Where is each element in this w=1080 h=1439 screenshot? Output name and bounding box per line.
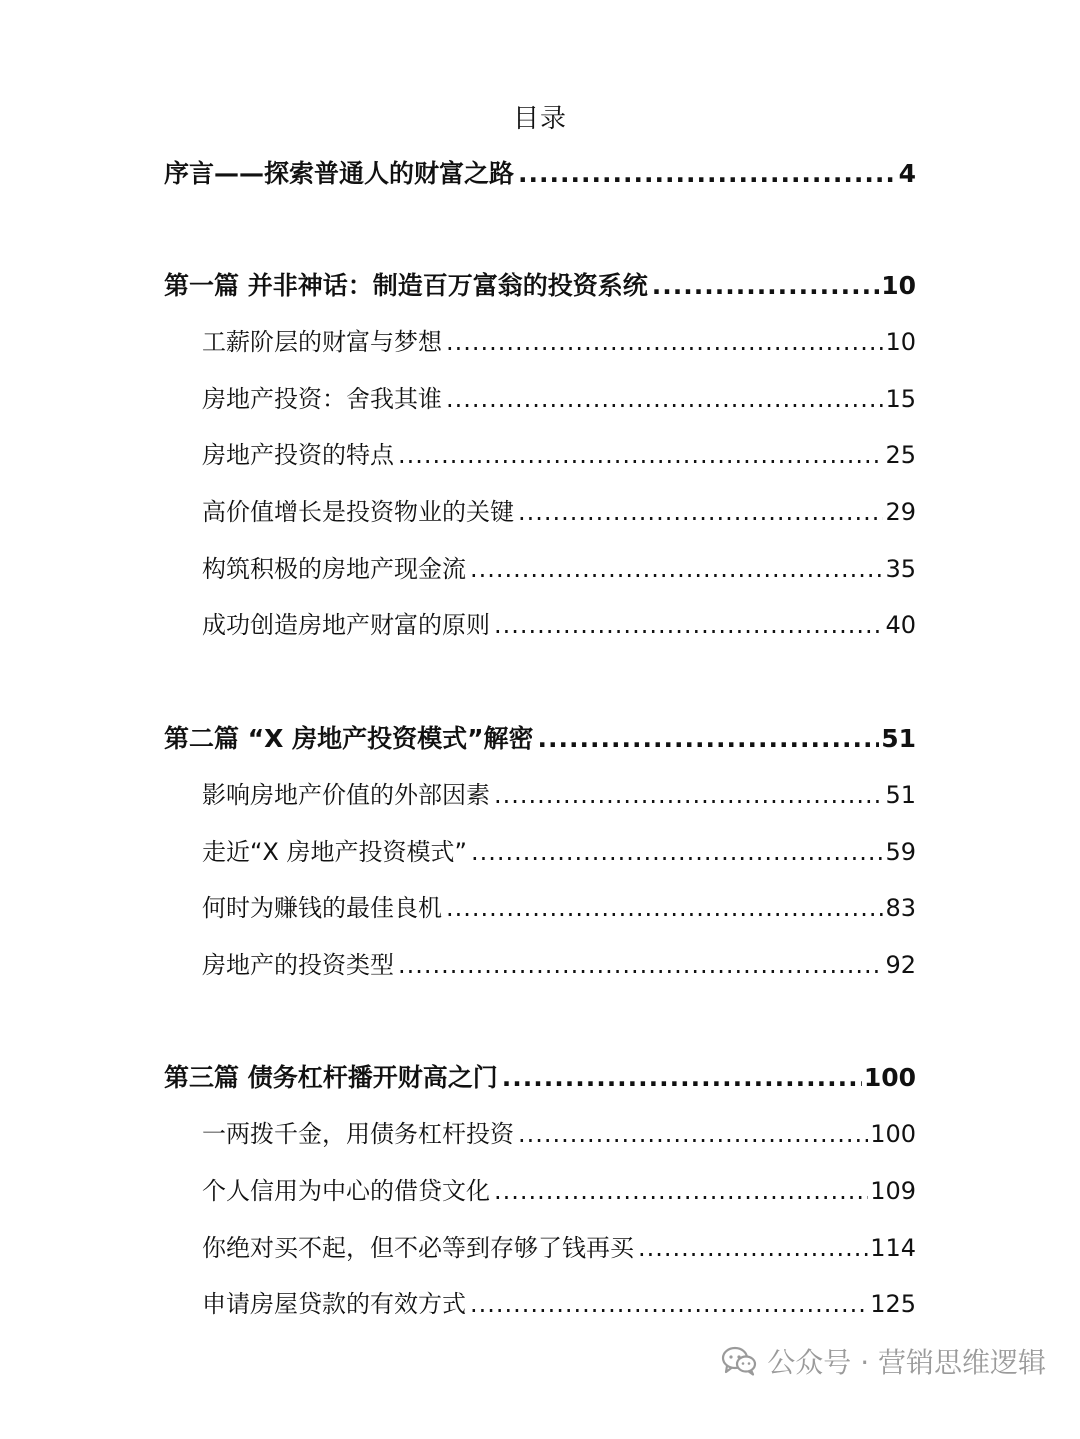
- toc-part-3[interactable]: [164, 1058, 916, 1098]
- toc-part-label: 第三篇 债务杠杆播开财高之门: [164, 1063, 498, 1092]
- toc-chapter-label: 你绝对买不起，但不必等到存够了钱再买: [202, 1234, 634, 1262]
- dot-leader: [471, 832, 884, 872]
- toc-chapter[interactable]: [202, 379, 916, 419]
- dot-leader: [470, 549, 883, 589]
- page-title: 目录: [512, 104, 567, 134]
- toc-page-number: 83: [885, 894, 916, 922]
- toc-page-number: 10: [885, 328, 916, 356]
- toc-chapter-label: 申请房屋贷款的有效方式: [202, 1290, 466, 1318]
- dot-leader: [398, 435, 883, 475]
- toc-page-number: 10: [881, 271, 916, 300]
- toc-chapter-label: 房地产投资的特点: [202, 441, 394, 469]
- toc-chapter-label: 一两拨千金，用债务杠杆投资: [202, 1120, 514, 1148]
- dot-leader: [502, 1058, 862, 1098]
- toc-part-label: 第二篇 “X 房地产投资模式”解密: [164, 724, 534, 753]
- toc-chapter-label: 走近“X 房地产投资模式”: [202, 838, 467, 866]
- toc-chapter[interactable]: [202, 832, 916, 872]
- toc-chapter-label: 何时为赚钱的最佳良机: [202, 894, 442, 922]
- toc-page-number: 40: [885, 611, 916, 639]
- toc-page-number: 92: [885, 951, 916, 979]
- dot-leader: [518, 154, 897, 194]
- dot-leader: [446, 888, 883, 928]
- dot-leader: [494, 1171, 868, 1211]
- toc-page-number: 109: [870, 1177, 916, 1205]
- dot-leader: [652, 266, 879, 306]
- dot-leader: [518, 1114, 868, 1154]
- toc-chapter[interactable]: [202, 945, 916, 985]
- toc-page-number: 59: [885, 838, 916, 866]
- toc-page-number: 4: [898, 159, 916, 188]
- toc-chapter[interactable]: [202, 1114, 916, 1154]
- toc-chapter-label: 房地产投资：舍我其谁: [202, 385, 442, 413]
- toc-part-1[interactable]: [164, 266, 916, 306]
- toc-page-number: 51: [881, 724, 916, 753]
- toc-page-number: 51: [885, 781, 916, 809]
- toc-chapter-label: 房地产的投资类型: [202, 951, 394, 979]
- toc-chapter[interactable]: [202, 549, 916, 589]
- dot-leader: [446, 322, 883, 362]
- toc-page-number: 114: [870, 1234, 916, 1262]
- toc-chapter[interactable]: [202, 775, 916, 815]
- toc-chapter[interactable]: [202, 1228, 916, 1268]
- toc-page-number: 35: [885, 555, 916, 583]
- toc-page-number: 15: [885, 385, 916, 413]
- toc-chapter-label: 高价值增长是投资物业的关键: [202, 498, 514, 526]
- toc-page-number: 29: [885, 498, 916, 526]
- wechat-icon: [721, 1346, 757, 1376]
- dot-leader: [398, 945, 883, 985]
- toc-chapter[interactable]: [202, 1171, 916, 1211]
- toc-chapter[interactable]: [202, 435, 916, 475]
- toc-chapter-label: 成功创造房地产财富的原则: [202, 611, 490, 639]
- dot-leader: [446, 379, 883, 419]
- watermark-text: 公众号 · 营销思维逻辑: [767, 1346, 1046, 1379]
- toc-page-number: 100: [870, 1120, 916, 1148]
- dot-leader: [494, 605, 883, 645]
- dot-leader: [638, 1228, 868, 1268]
- toc-chapter-label: 工薪阶层的财富与梦想: [202, 328, 442, 356]
- toc-page-number: 100: [863, 1063, 916, 1092]
- toc-chapter[interactable]: [202, 1284, 916, 1324]
- toc-chapter[interactable]: [202, 605, 916, 645]
- toc-chapter-label: 构筑积极的房地产现金流: [202, 555, 466, 583]
- toc-chapter[interactable]: [202, 492, 916, 532]
- toc-entry-preface[interactable]: [164, 154, 916, 194]
- dot-leader: [538, 719, 880, 759]
- toc-page-number: 125: [870, 1290, 916, 1318]
- watermark: [721, 1341, 1046, 1381]
- toc-page-number: 25: [885, 441, 916, 469]
- toc-part-label: 第一篇 并非神话：制造百万富翁的投资系统: [164, 271, 648, 300]
- toc-chapter[interactable]: [202, 888, 916, 928]
- toc-entry-label: 序言——探索普通人的财富之路: [164, 159, 515, 188]
- dot-leader: [518, 492, 883, 532]
- dot-leader: [494, 775, 883, 815]
- toc-part-2[interactable]: [164, 719, 916, 759]
- dot-leader: [470, 1284, 868, 1324]
- toc-chapter-label: 影响房地产价值的外部因素: [202, 781, 490, 809]
- toc-chapter[interactable]: [202, 322, 916, 362]
- toc-chapter-label: 个人信用为中心的借贷文化: [202, 1177, 490, 1205]
